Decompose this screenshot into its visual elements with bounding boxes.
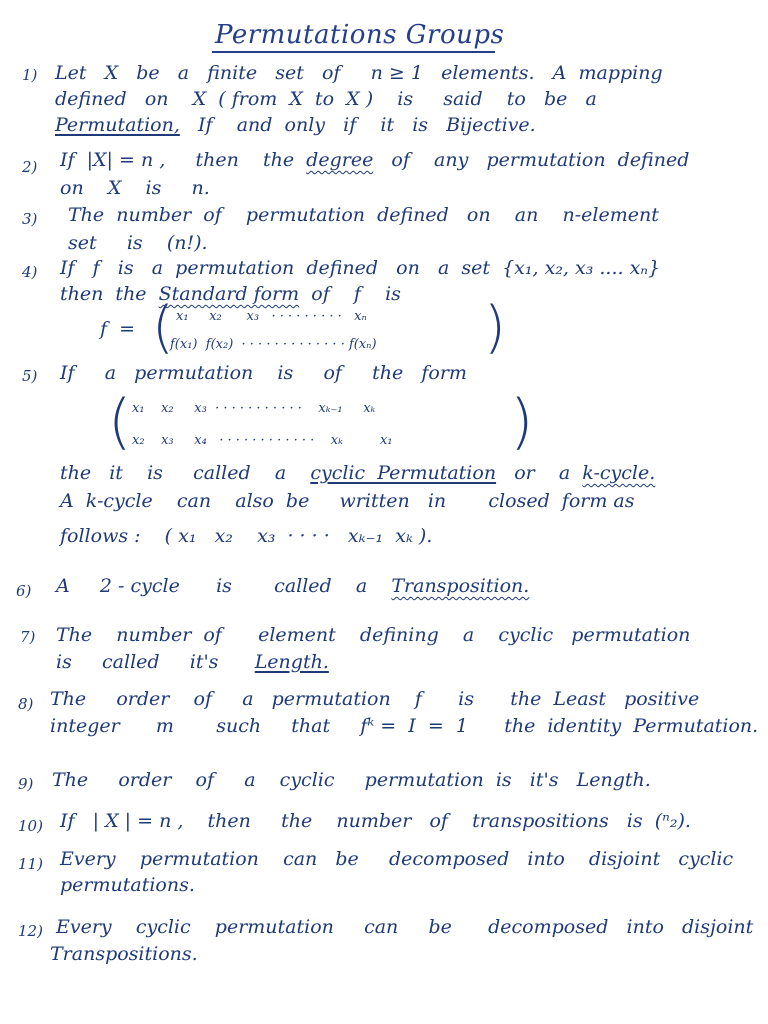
item-5-pre: the it is called a	[60, 462, 311, 484]
item-1-line-1: Let X be a finite set of n ≥ 1 elements. A mapping	[55, 62, 663, 84]
item-number-10: 10)	[18, 817, 43, 835]
item-1-line-3-rest: If and only if it is Bijective.	[179, 114, 536, 136]
term-cyclic-permutation: cyclic Permutation	[310, 462, 497, 484]
item-2-line-1	[60, 151, 689, 170]
item-number-5: 5)	[22, 367, 38, 385]
term-permutation: Permutation,	[55, 114, 180, 136]
item-6-line-1	[56, 577, 529, 596]
item-number-11: 11)	[18, 855, 43, 873]
item-number-6: 6)	[16, 582, 32, 600]
item-5-line-1: If a permutation is of the form	[60, 362, 467, 384]
term-standard-form: Standard form	[158, 283, 300, 305]
item-number-1: 1)	[22, 66, 38, 84]
page-title: Permutations Groups	[215, 20, 505, 50]
matrix-5-top-row: x₁ x₂ x₃ · · · · · · · · · · · xₖ₋₁ xₖ	[132, 401, 376, 416]
item-8-line-1: The order of a permutation f is the Least positive	[50, 688, 700, 710]
item-5-mid: or a	[496, 462, 583, 484]
item-10-line-1: If | X | = n , then the number of transpositions is (ⁿ₂).	[60, 810, 691, 832]
item-12-line-2: Transpositions.	[50, 943, 198, 965]
item-9-line-1: The order of a cyclic permutation is it's Length.	[52, 769, 651, 791]
item-4-line-1: If f is a permutation defined on a set {x₁, x₂, x₃ .... xₙ}	[60, 257, 661, 279]
term-k-cycle: k-cycle.	[582, 462, 656, 484]
term-length: Length.	[254, 651, 329, 673]
item-11-line-2: permutations.	[60, 874, 195, 896]
f-equals: f =	[100, 318, 136, 340]
item-5-line-4: follows : ( x₁ x₂ x₃ · · · · xₖ₋₁ xₖ ).	[60, 525, 433, 547]
item-number-2: 2)	[22, 158, 38, 176]
item-4-pre: then the	[60, 283, 159, 305]
item-3-line-1: The number of permutation defined on an n-element	[68, 204, 659, 226]
item-4-line-2	[60, 285, 401, 304]
matrix-5-left-paren: (	[108, 387, 132, 457]
item-6-pre: A 2 - cycle is called a	[56, 575, 392, 597]
item-3-line-2: set is (n!).	[68, 232, 208, 254]
item-4-post: of f is	[299, 283, 401, 305]
item-number-8: 8)	[18, 695, 34, 713]
matrix-4-right-paren: )	[484, 295, 506, 360]
item-number-9: 9)	[18, 775, 34, 793]
item-number-4: 4)	[22, 263, 38, 281]
title-underline	[212, 51, 495, 53]
matrix-4-bottom-row: f(x₁) f(x₂) · · · · · · · · · · · · · f(xₙ)	[170, 337, 377, 352]
item-number-12: 12)	[18, 922, 43, 940]
matrix-5-bottom-row: x₂ x₃ x₄ · · · · · · · · · · · · xₖ x₁	[132, 433, 393, 448]
item-1-line-3	[55, 116, 536, 135]
item-11-line-1: Every permutation can be decomposed into disjoint cyclic	[60, 848, 734, 870]
matrix-5-right-paren: )	[510, 387, 534, 457]
item-2-pre: If |X| = n , then the	[60, 149, 307, 171]
term-degree: degree	[306, 149, 374, 171]
item-7-line-1: The number of element defining a cyclic permutation	[56, 624, 691, 646]
item-number-3: 3)	[22, 210, 38, 228]
item-2-post: of any permutation defined	[373, 149, 690, 171]
item-2-line-2: on X is n.	[60, 177, 210, 199]
item-number-7: 7)	[20, 628, 36, 646]
item-8-line-2: integer m such that fᵏ = I = 1 the identity Permutation.	[50, 715, 759, 737]
item-5-line-3: A k-cycle can also be written in closed form as	[60, 490, 635, 512]
item-1-line-2: defined on X ( from X to X ) is said to be a	[55, 88, 597, 110]
item-7-pre: is called it's	[56, 651, 255, 673]
item-7-line-2	[56, 653, 329, 672]
item-12-line-1: Every cyclic permutation can be decomposed into disjoint	[56, 916, 754, 938]
item-5-line-2	[60, 464, 655, 483]
matrix-4-top-row: x₁ x₂ x₃ · · · · · · · · · xₙ	[176, 309, 367, 324]
matrix-4-left-paren: (	[152, 295, 174, 360]
term-transposition: Transposition.	[391, 575, 530, 597]
